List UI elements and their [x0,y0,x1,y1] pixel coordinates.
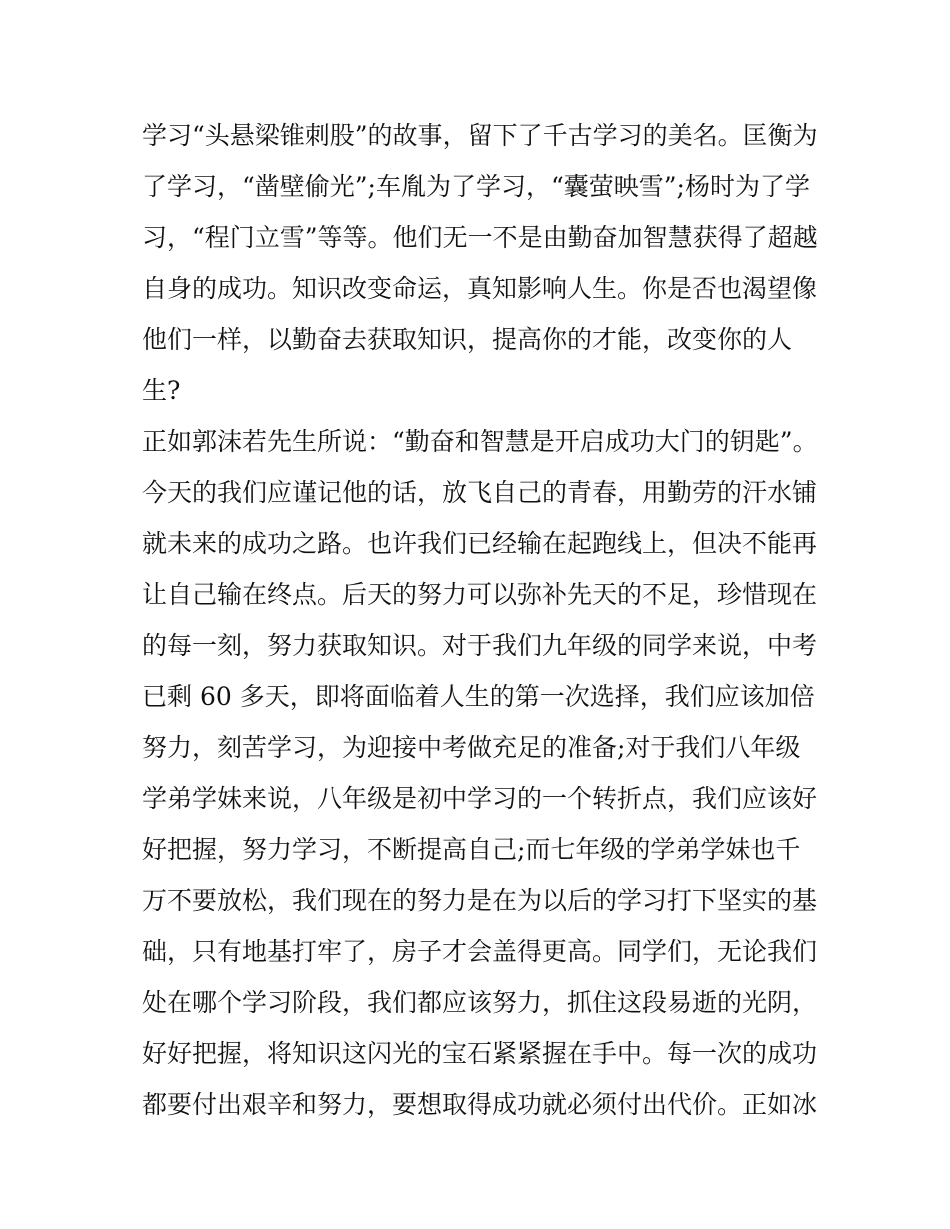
text-line: 就未来的成功之路。也许我们已经输在起跑线上，但决不能再 [142,529,818,558]
text-line: 础，只有地基打牢了，房子才会盖得更高。同学们，无论我们 [142,937,818,966]
text-line: 的每一刻，努力获取知识。对于我们九年级的同学来说，中考 [142,631,818,660]
text-line: 学习“头悬梁锥刺股”的故事，留下了千古学习的美名。匡衡为 [142,121,818,150]
text-line: 他们一样，以勤奋去获取知识，提高你的才能，改变你的人 [142,325,793,354]
text-line: 好好把握，将知识这闪光的宝石紧紧握在手中。每一次的成功 [142,1039,818,1068]
text-line: 生? [142,376,181,405]
text-line: 今天的我们应谨记他的话，放飞自己的青春，用勤劳的汗水铺 [142,478,818,507]
text-line: 让自己输在终点。后天的努力可以弥补先天的不足，珍惜现在 [142,580,818,609]
text-line: 学弟学妹来说，八年级是初中学习的一个转折点，我们应该好 [142,784,818,813]
text-line: 都要付出艰辛和努力，要想取得成功就必须付出代价。正如冰 [142,1090,818,1119]
text-line: 正如郭沫若先生所说：“勤奋和智慧是开启成功大门的钥匙”。 [142,427,818,456]
text-line: 已剩 60 多天，即将面临着人生的第一次选择，我们应该加倍 [142,682,815,711]
text-line: 习，“程门立雪”等等。他们无一不是由勤奋加智慧获得了超越 [142,223,818,252]
text-line: 处在哪个学习阶段，我们都应该努力，抓住这段易逝的光阴， [142,988,818,1017]
text-line: 努力，刻苦学习，为迎接中考做充足的准备;对于我们八年级 [142,733,801,762]
text-line: 万不要放松，我们现在的努力是在为以后的学习打下坚实的基 [142,886,818,915]
body-text [142,110,822,1130]
text-line: 好把握，努力学习，不断提高自己;而七年级的学弟学妹也千 [142,835,801,864]
text-line: 自身的成功。知识改变命运，真知影响人生。你是否也渴望像 [142,274,818,303]
text-line: 了学习，“凿壁偷光”;车胤为了学习，“囊萤映雪”;杨时为了学 [142,172,810,201]
